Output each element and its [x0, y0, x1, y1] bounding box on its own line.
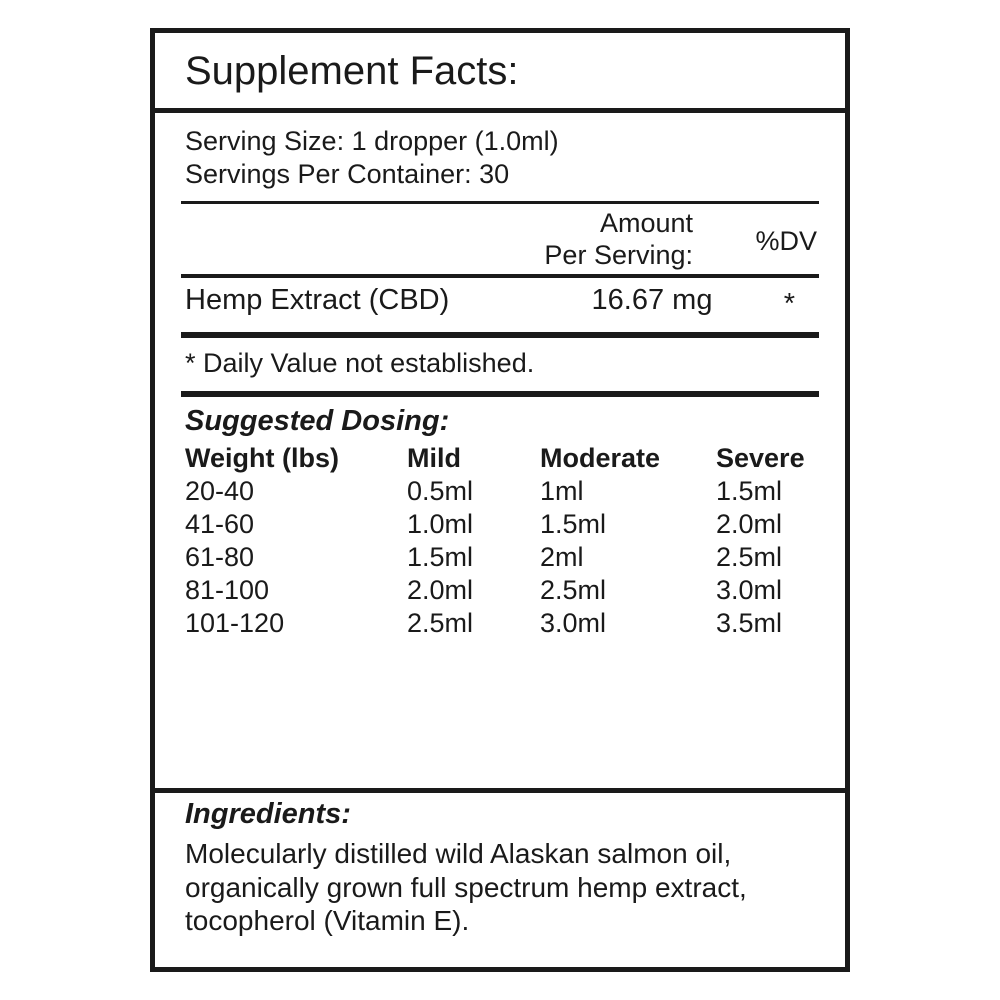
nutrient-row [177, 278, 823, 332]
cell-mild: 1.0ml [407, 508, 474, 539]
cell-severe: 2.5ml [716, 541, 783, 572]
title-row [155, 33, 845, 113]
cell-weight: 20-40 [185, 475, 255, 506]
serving-info [177, 113, 823, 191]
nutrient-name: Hemp Extract (CBD) [185, 283, 450, 316]
amount-header [177, 204, 823, 274]
suggested-dosing-section [177, 397, 823, 640]
cell-weight: 61-80 [185, 541, 255, 572]
amount-header-line2: Per Serving: [544, 239, 693, 270]
cell-weight: 41-60 [185, 508, 255, 539]
cell-moderate: 2ml [540, 541, 584, 572]
cell-moderate: 3.0ml [540, 607, 607, 638]
table-row [185, 475, 823, 508]
table-header-row [185, 442, 823, 475]
cell-mild: 2.5ml [407, 607, 474, 638]
page-title: Supplement Facts: [185, 48, 519, 93]
table-row [185, 574, 823, 607]
nutrient-dv: * [783, 287, 795, 320]
cell-weight: 101-120 [185, 607, 285, 638]
cell-mild: 1.5ml [407, 541, 474, 572]
dv-header: %DV [755, 225, 817, 256]
cell-severe: 1.5ml [716, 475, 783, 506]
table-row [185, 508, 823, 541]
supplement-facts-panel [150, 28, 850, 972]
table-row [185, 607, 823, 640]
serving-size: Serving Size: 1 dropper (1.0ml) [185, 126, 559, 156]
dosing-heading: Suggested Dosing: [185, 404, 450, 437]
table-row [185, 541, 823, 574]
dosing-table [185, 442, 823, 640]
nutrient-amount: 16.67 mg [591, 283, 713, 316]
daily-value-footnote: * Daily Value not established. [185, 347, 535, 378]
column-header-mild: Mild [407, 442, 461, 473]
ingredients-section [155, 788, 845, 967]
ingredients-heading: Ingredients: [185, 798, 351, 830]
column-header-weight: Weight (lbs) [185, 442, 339, 473]
servings-per-container: Servings Per Container: 30 [185, 158, 510, 189]
cell-moderate: 1ml [540, 475, 584, 506]
cell-severe: 3.5ml [716, 607, 783, 638]
amount-per-serving-label [393, 208, 693, 272]
cell-moderate: 2.5ml [540, 574, 607, 605]
amount-header-line1: Amount [599, 207, 693, 238]
cell-mild: 2.0ml [407, 574, 474, 605]
cell-mild: 0.5ml [407, 475, 474, 506]
cell-severe: 2.0ml [716, 508, 783, 539]
divider-above-ingredients [155, 788, 845, 793]
supplement-facts-inner [155, 33, 845, 967]
cell-severe: 3.0ml [716, 574, 783, 605]
column-header-moderate: Moderate [540, 442, 661, 473]
cell-moderate: 1.5ml [540, 508, 607, 539]
column-header-severe: Severe [716, 442, 805, 473]
cell-weight: 81-100 [185, 574, 270, 605]
ingredients-text: Molecularly distilled wild Alaskan salmon oil, organically grown full spectrum hemp extract, tocopherol (Vitamin E). [185, 838, 747, 937]
